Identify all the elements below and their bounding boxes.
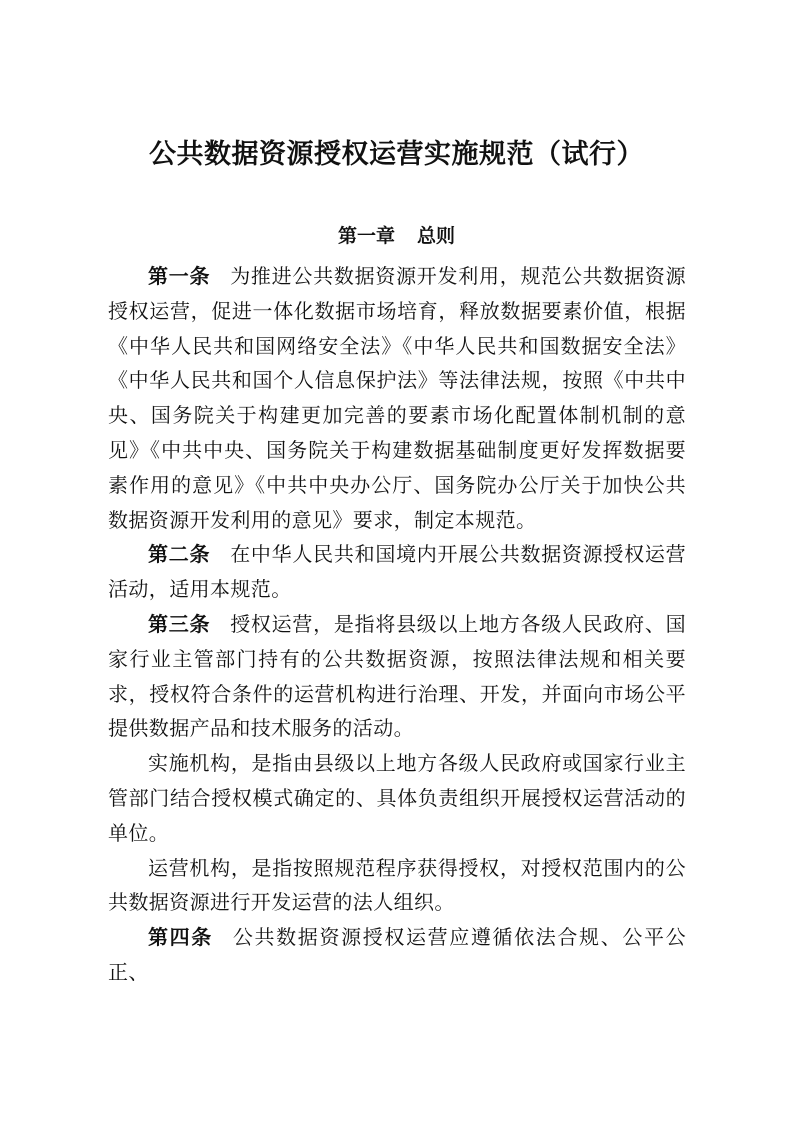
chapter-name: 总则 xyxy=(417,225,456,247)
chapter-number: 第一章 xyxy=(337,225,395,247)
article-text: 在中华人民共和国境内开展公共数据资源授权运营活动，适用本规范。 xyxy=(108,542,686,602)
article-4 xyxy=(108,920,686,990)
article-1 xyxy=(108,259,686,537)
article-2 xyxy=(108,537,686,607)
article-text: 公共数据资源授权运营应遵循依法合规、公平公正、 xyxy=(108,925,686,984)
article-text: 为推进公共数据资源开发利用，规范公共数据资源授权运营，促进一体化数据市场培育，释放数据要素价值，根据《中华人民共和国网络安全法》《中华人民共和国数据安全法》《中华人民共和国个人信息保护法》等法律法规，按照《中共中央、国务院关于构建更加完善的要素市场化配置体制机制的意见》《中共中央、国务院关于构建数据基础制度更好发挥数据要素作用的意见》《中共中央办公厅、国务院办公厅关于加快公共数据资源开发利用的意见》要求，制定本规范。 xyxy=(108,264,686,532)
document-title: 公共数据资源授权运营实施规范（试行） xyxy=(149,139,644,170)
article-label: 第四条 xyxy=(148,925,213,950)
article-label: 第一条 xyxy=(148,264,211,288)
definition-implementing-agency: 实施机构，是指由县级以上地方各级人民政府或国家行业主管部门结合授权模式确定的、具体负责组织开展授权运营活动的单位。 xyxy=(108,751,686,845)
article-text: 授权运营，是指将县级以上地方各级人民政府、国家行业主管部门持有的公共数据资源，按照法律法规和相关要求，授权符合条件的运营机构进行治理、开发，并面向市场公平提供数据产品和技术服务的活动。 xyxy=(108,611,686,741)
definition-operating-agency: 运营机构，是指按照规范程序获得授权，对授权范围内的公共数据资源进行开发运营的法人组织。 xyxy=(108,855,686,915)
document-body xyxy=(108,259,686,990)
article-3 xyxy=(108,607,686,746)
article-label: 第三条 xyxy=(148,611,211,636)
chapter-heading xyxy=(0,223,793,249)
article-label: 第二条 xyxy=(148,542,211,567)
